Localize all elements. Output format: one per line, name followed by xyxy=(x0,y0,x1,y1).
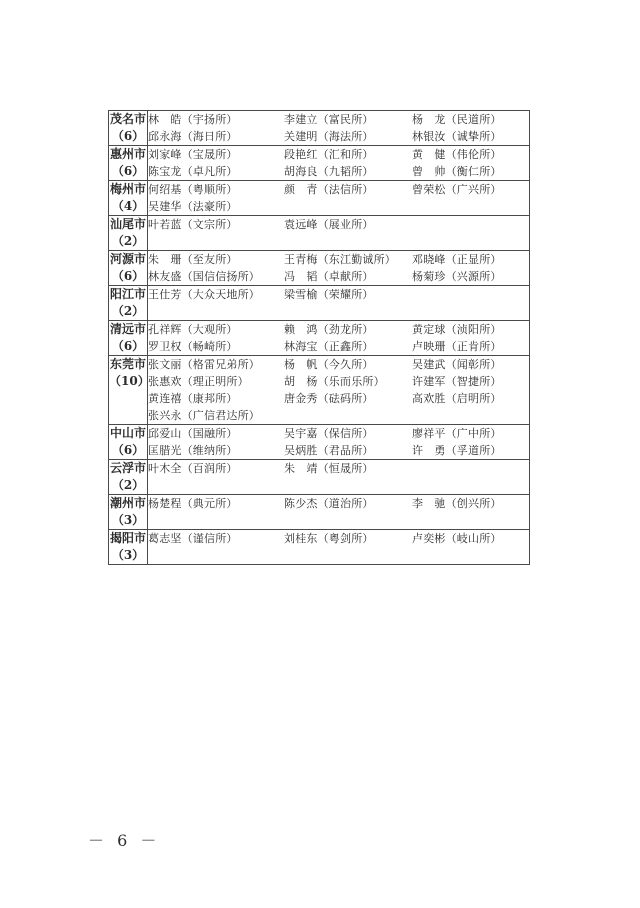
people-cell xyxy=(148,495,530,530)
city-row xyxy=(109,181,530,216)
person-entry: 梁雪榆（荣耀所） xyxy=(284,288,374,301)
person-entry: 陈少杰（道治所） xyxy=(284,497,374,510)
people-cell xyxy=(148,530,530,565)
city-row xyxy=(109,111,530,146)
person-entry: 黄定球（浈阳所） xyxy=(412,323,502,336)
person-entry: 叶木全（百润所） xyxy=(148,462,238,475)
person-entry: 林 皓（宇扬所） xyxy=(148,113,238,126)
city-cell xyxy=(109,286,148,321)
people-cell xyxy=(148,181,530,216)
person-line xyxy=(148,530,529,547)
city-row xyxy=(109,251,530,286)
person-entry: 吴建武（闻彰所） xyxy=(412,358,502,371)
city-cell xyxy=(109,460,148,495)
person-entry: 孔祥辉（大观所） xyxy=(148,323,238,336)
person-entry: 许建军（智捷所） xyxy=(412,375,502,388)
person-entry: 冯 韬（卓献所） xyxy=(284,270,374,283)
city-name: 梅州市 xyxy=(109,182,146,196)
city-count: （2） xyxy=(111,234,145,248)
city-name: 东莞市 xyxy=(109,357,146,371)
city-cell xyxy=(109,216,148,251)
city-cell xyxy=(109,111,148,146)
city-name: 汕尾市 xyxy=(109,217,146,231)
city-count: （3） xyxy=(111,513,145,527)
city-name: 揭阳市 xyxy=(109,531,146,545)
person-line xyxy=(148,338,529,355)
person-line xyxy=(148,251,529,268)
person-line xyxy=(148,373,529,390)
person-entry: 林海宝（正鑫所） xyxy=(284,340,374,353)
person-line xyxy=(148,181,529,198)
city-row xyxy=(109,146,530,181)
person-entry: 林银汝（诚挚所） xyxy=(412,130,502,143)
city-cell xyxy=(109,425,148,460)
city-name: 清远市 xyxy=(109,322,146,336)
person-line xyxy=(148,286,529,303)
roster-table xyxy=(108,110,530,565)
person-line xyxy=(148,216,529,233)
city-cell xyxy=(109,146,148,181)
person-entry: 曾荣松（广兴所） xyxy=(412,183,502,196)
person-entry: 赖 鸿（劲龙所） xyxy=(284,323,374,336)
person-entry: 朱 珊（至友所） xyxy=(148,253,238,266)
city-name: 云浮市 xyxy=(109,461,146,475)
person-entry: 朱 靖（恒晟所） xyxy=(284,462,374,475)
city-row xyxy=(109,356,530,425)
person-line xyxy=(148,407,529,424)
city-row xyxy=(109,216,530,251)
person-entry: 杨楚程（典元所） xyxy=(148,497,238,510)
people-cell xyxy=(148,216,530,251)
person-entry: 陈宝龙（卓凡所） xyxy=(148,165,238,178)
city-cell xyxy=(109,530,148,565)
person-entry: 李 驰（创兴所） xyxy=(412,497,502,510)
person-entry: 杨 帆（今久所） xyxy=(284,358,374,371)
people-cell xyxy=(148,286,530,321)
person-entry: 卢映珊（正肯所） xyxy=(412,340,502,353)
person-entry: 廖祥平（广中所） xyxy=(412,427,502,440)
person-line xyxy=(148,356,529,373)
person-entry: 许 勇（孚道所） xyxy=(412,444,502,457)
people-cell xyxy=(148,321,530,356)
city-name: 阳江市 xyxy=(109,287,146,301)
city-cell xyxy=(109,356,148,425)
person-entry: 林友盛（国信信扬所） xyxy=(148,270,260,283)
city-count: （6） xyxy=(111,443,145,457)
city-count: （4） xyxy=(111,199,145,213)
city-row xyxy=(109,321,530,356)
person-entry: 邓晓峰（正显所） xyxy=(412,253,502,266)
city-count: （2） xyxy=(111,478,145,492)
person-entry: 胡海良（九韬所） xyxy=(284,165,374,178)
person-entry: 吴建华（法豪所） xyxy=(148,200,238,213)
people-cell xyxy=(148,460,530,495)
person-entry: 黄连禧（康邦所） xyxy=(148,392,238,405)
city-row xyxy=(109,425,530,460)
person-line xyxy=(148,146,529,163)
city-row xyxy=(109,460,530,495)
people-cell xyxy=(148,251,530,286)
city-count: （2） xyxy=(111,304,145,318)
city-name: 惠州市 xyxy=(109,147,146,161)
person-line xyxy=(148,460,529,477)
person-entry: 唐金秀（砝码所） xyxy=(284,392,374,405)
page-number: － 6 － xyxy=(88,831,161,850)
person-entry: 张惠欢（理正明所） xyxy=(148,375,249,388)
city-count: （6） xyxy=(111,129,145,143)
person-entry: 关建明（海法所） xyxy=(284,130,374,143)
person-entry: 罗卫权（畅崎所） xyxy=(148,340,238,353)
person-entry: 何绍基（粤顺所） xyxy=(148,183,238,196)
person-entry: 黄 健（伟伦所） xyxy=(412,148,502,161)
city-count: （6） xyxy=(111,269,145,283)
person-line xyxy=(148,425,529,442)
person-entry: 袁远峰（展业所） xyxy=(284,218,374,231)
person-entry: 段艳红（汇和所） xyxy=(284,148,374,161)
person-entry: 卢奕彬（岐山所） xyxy=(412,532,502,545)
person-line xyxy=(148,268,529,285)
city-count: （6） xyxy=(111,164,145,178)
person-line xyxy=(148,495,529,512)
person-line xyxy=(148,442,529,459)
city-row xyxy=(109,495,530,530)
people-cell xyxy=(148,146,530,181)
person-line xyxy=(148,111,529,128)
city-name: 中山市 xyxy=(109,426,146,440)
person-entry: 匡腊光（维纳所） xyxy=(148,444,238,457)
person-entry: 王青梅（东江勤诚所） xyxy=(284,253,396,266)
person-line xyxy=(148,390,529,407)
person-entry: 杨菊珍（兴源所） xyxy=(412,270,502,283)
city-count: （6） xyxy=(111,339,145,353)
person-line xyxy=(148,198,529,215)
city-cell xyxy=(109,251,148,286)
person-entry: 张文丽（格雷兄弟所） xyxy=(148,358,260,371)
person-entry: 王仕芳（大众天地所） xyxy=(148,288,260,301)
people-cell xyxy=(148,111,530,146)
roster-table-body xyxy=(109,111,530,565)
city-count: （10） xyxy=(109,374,150,388)
person-entry: 吴宇嘉（保信所） xyxy=(284,427,374,440)
person-entry: 刘家峰（宝晟所） xyxy=(148,148,238,161)
people-cell xyxy=(148,356,530,425)
city-name: 茂名市 xyxy=(109,112,146,126)
person-entry: 叶若蓝（文宗所） xyxy=(148,218,238,231)
people-cell xyxy=(148,425,530,460)
person-entry: 高欢胜（启明所） xyxy=(412,392,502,405)
person-entry: 刘桂东（粤剑所） xyxy=(284,532,374,545)
city-name: 河源市 xyxy=(109,252,146,266)
city-cell xyxy=(109,495,148,530)
person-entry: 邱永海（海日所） xyxy=(148,130,238,143)
person-entry: 吴炳胜（君品所） xyxy=(284,444,374,457)
person-entry: 葛志坚（谨信所） xyxy=(148,532,238,545)
city-cell xyxy=(109,181,148,216)
person-entry: 杨 龙（民道所） xyxy=(412,113,502,126)
person-line xyxy=(148,128,529,145)
city-name: 潮州市 xyxy=(109,496,146,510)
person-line xyxy=(148,163,529,180)
person-entry: 张兴永（广信君达所） xyxy=(148,409,260,422)
person-entry: 邱爱山（国融所） xyxy=(148,427,238,440)
city-row xyxy=(109,530,530,565)
person-entry: 曾 帅（衡仁所） xyxy=(412,165,502,178)
person-entry: 颜 青（法信所） xyxy=(284,183,374,196)
person-entry: 李建立（富民所） xyxy=(284,113,374,126)
person-entry: 胡 杨（乐而乐所） xyxy=(284,375,385,388)
city-cell xyxy=(109,321,148,356)
city-count: （3） xyxy=(111,548,145,562)
person-line xyxy=(148,321,529,338)
city-row xyxy=(109,286,530,321)
